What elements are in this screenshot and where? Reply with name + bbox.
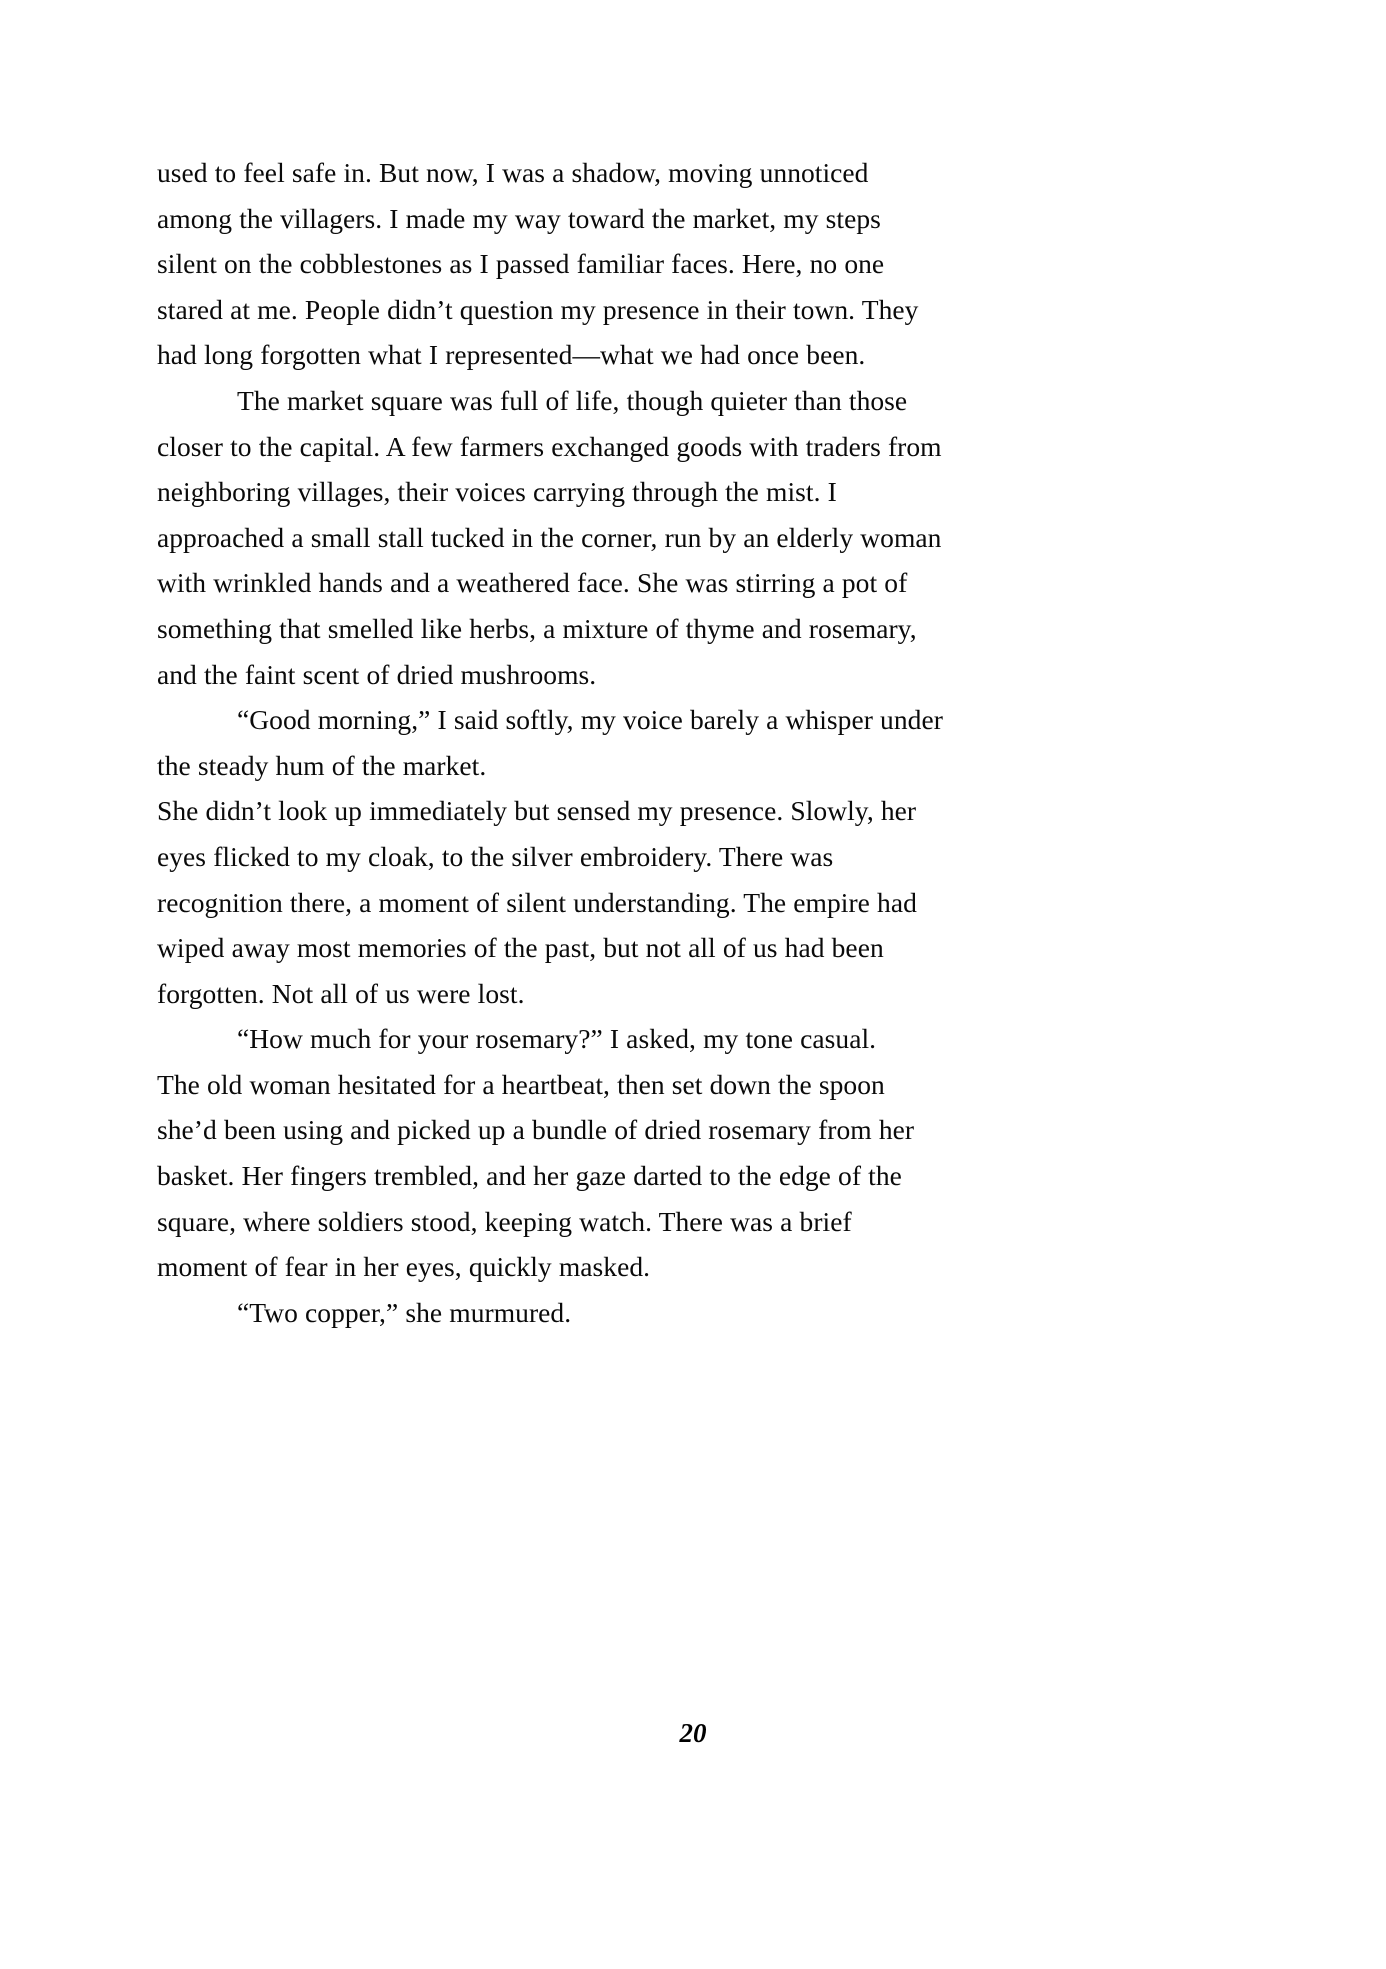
body-paragraph-3: “Good morning,” I said softly, my voice barely a whisper under the steady hum of the market. bbox=[157, 704, 943, 781]
page-number: 20 bbox=[679, 1718, 707, 1748]
body-text-column bbox=[157, 150, 945, 1335]
body-paragraph-5: “How much for your rosemary?” I asked, my tone casual. bbox=[237, 1023, 877, 1055]
body-paragraph-2: The market square was full of life, though quieter than those closer to the capital. A few farmers exchanged goods with traders from neighboring villages, their voices carrying through the mist. I approached a small stall tucked in the corner, run by an elderly woman with wrinkled hands and a weathered face. She was stirring a pot of something that smelled like herbs, a mixture of thyme and rosemary, and the faint scent of dried mushrooms. bbox=[157, 384, 942, 690]
body-paragraph-4: She didn’t look up immediately but sensed my presence. Slowly, her eyes flicked to my cloak, to the silver embroidery. There was recognition there, a moment of silent understanding. The empire had wiped away most memories of the past, but not all of us had been forgotten. Not all of us were lost. bbox=[157, 795, 917, 1009]
body-paragraph-6: The old woman hesitated for a heartbeat, then set down the spoon she’d been using and picked up a bundle of dried rosemary from her basket. Her fingers trembled, and her gaze darted to the edge of the square, where soldiers stood, keeping watch. There was a brief moment of fear in her eyes, quickly masked. bbox=[157, 1068, 915, 1283]
body-paragraph-7: “Two copper,” she murmured. bbox=[237, 1296, 572, 1328]
body-paragraph-1: used to feel safe in. But now, I was a shadow, moving unnoticed among the villagers. I made my way toward the market, my steps silent on the cobblestones as I passed familiar faces. Here, no one stared at me. People didn’t question my presence in their town. They had long forgotten what I represented—what we had once been. bbox=[157, 157, 919, 371]
